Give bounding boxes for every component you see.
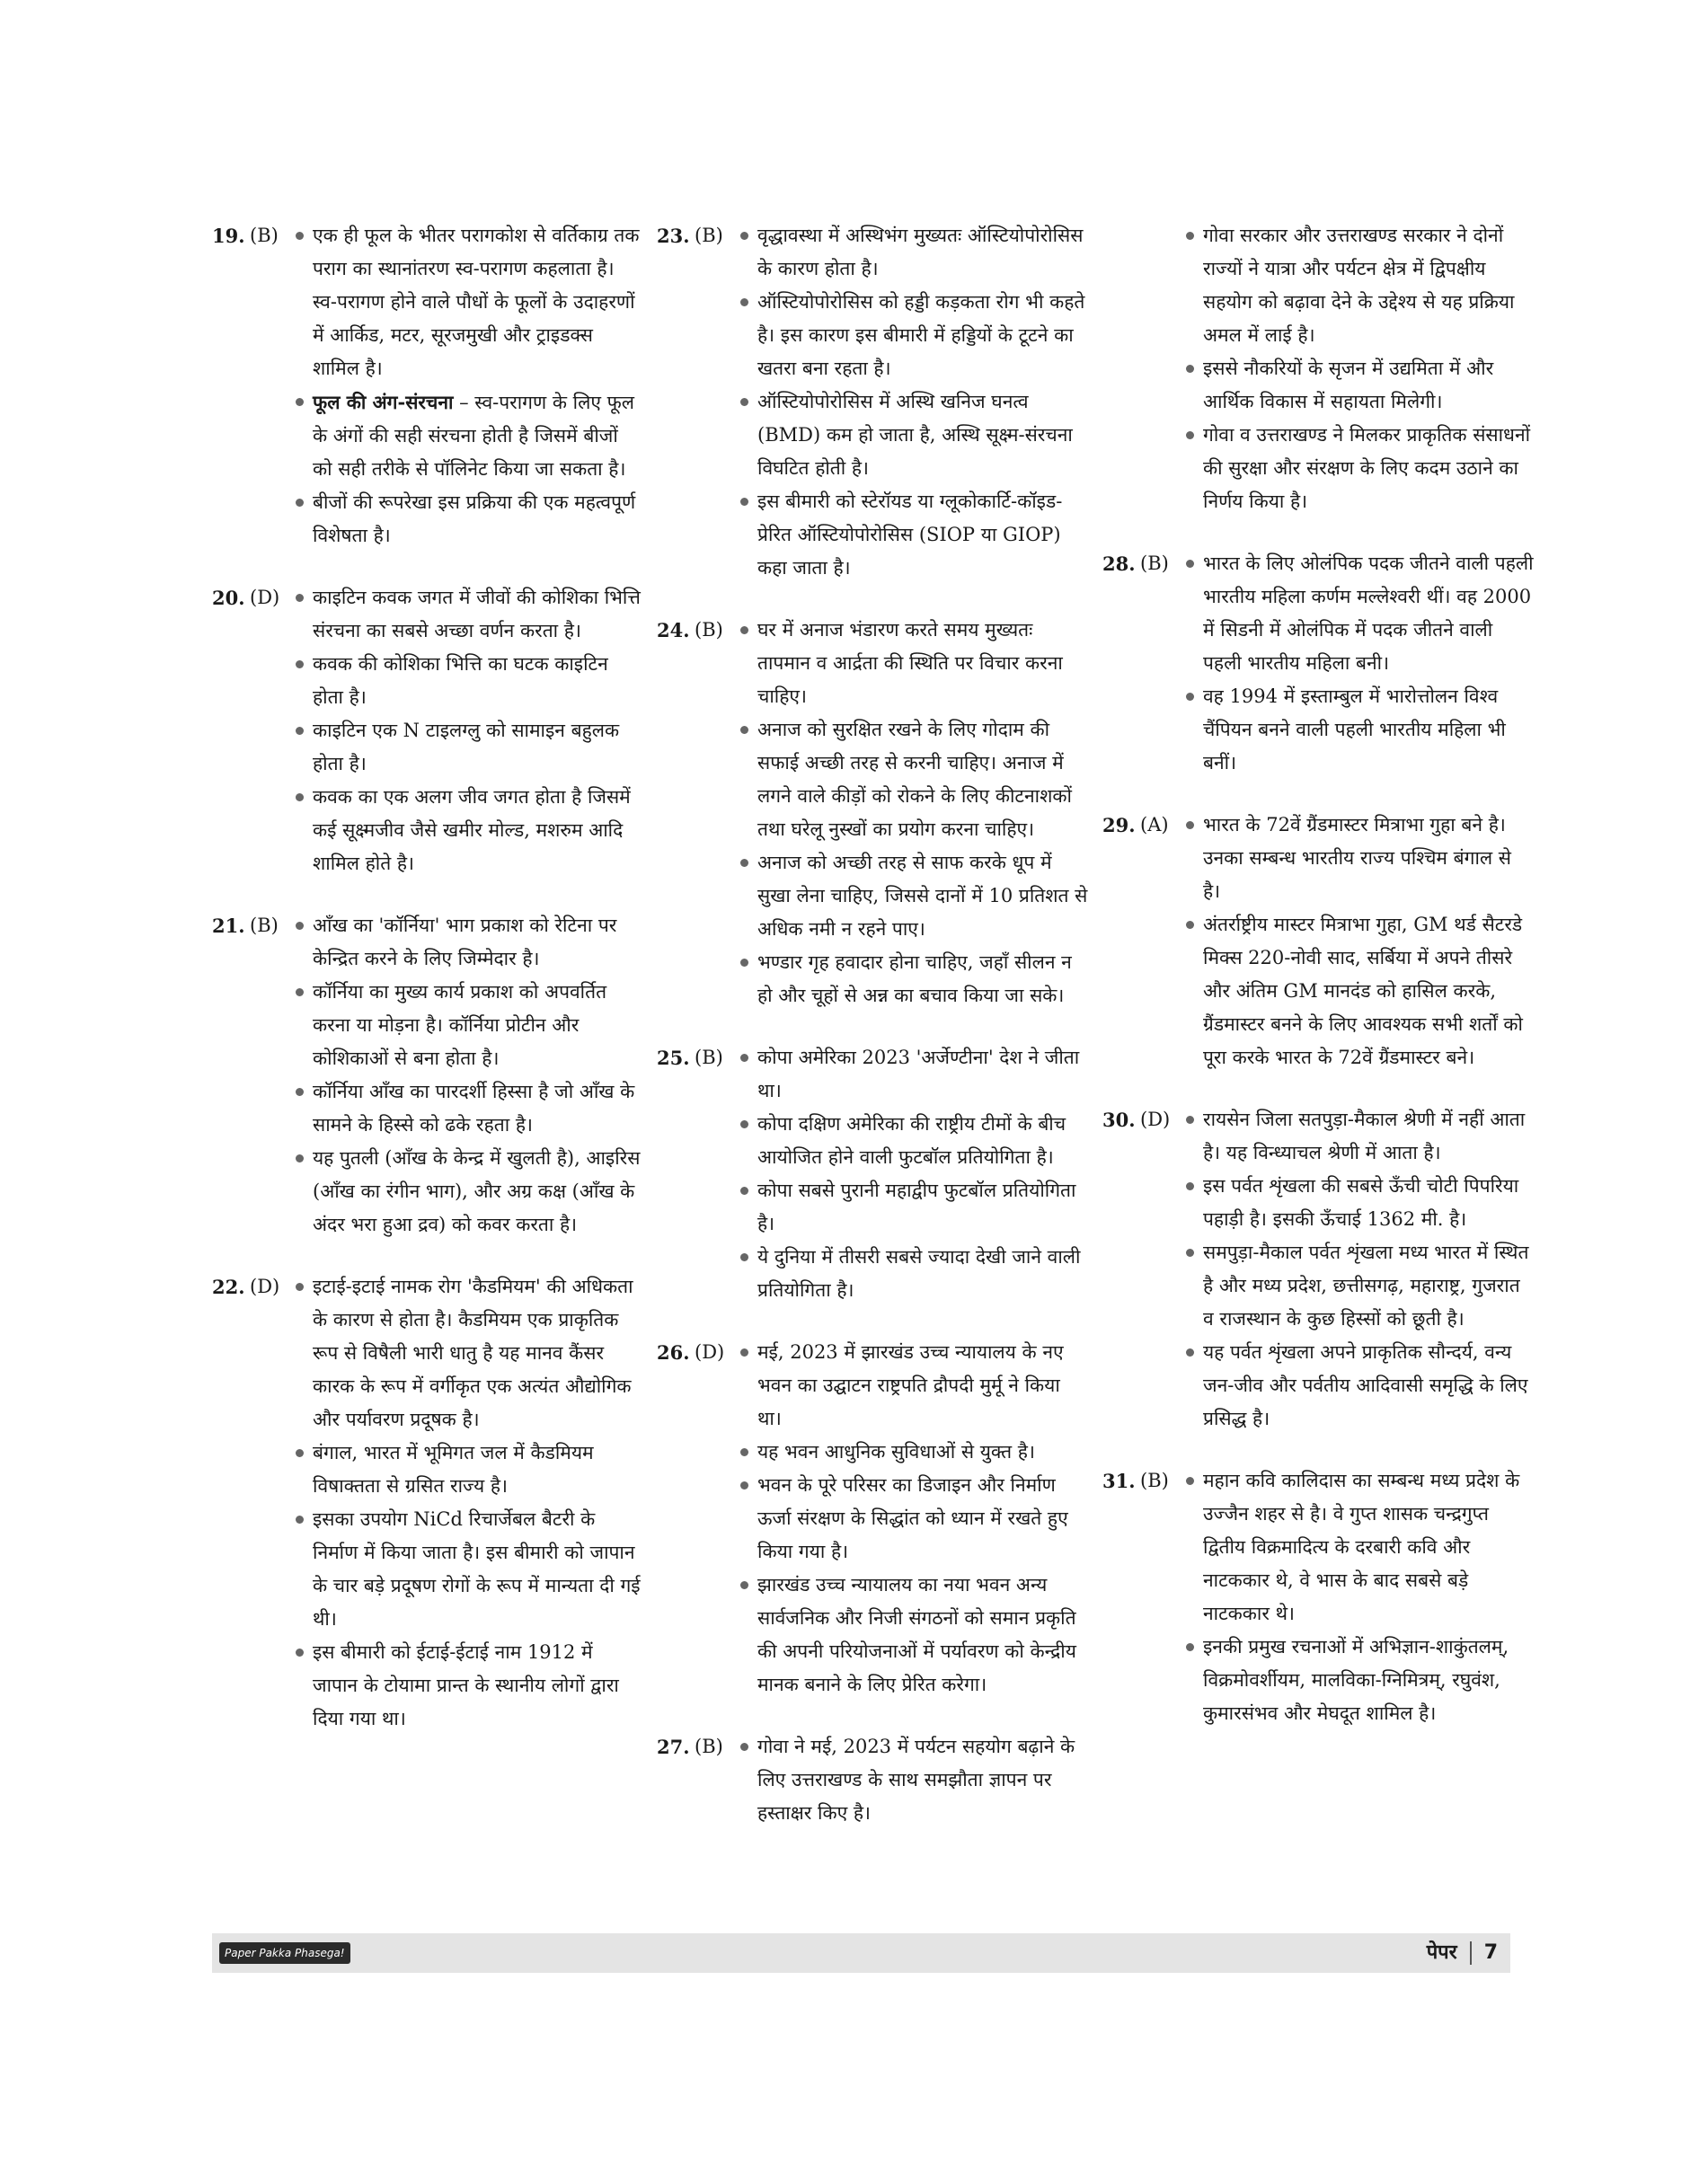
explanation-bullet: [1183, 547, 1534, 680]
answer-option: (B): [1140, 553, 1169, 574]
question-entry: [657, 1336, 1088, 1702]
question-number: 22.: [212, 1276, 245, 1298]
explanation-bullet: [738, 946, 1088, 1012]
answer-option: (B): [695, 1047, 723, 1068]
section-label: पेपर: [1426, 1941, 1457, 1964]
answer-option: (B): [695, 1736, 723, 1757]
explanation-list: [293, 909, 643, 1242]
explanation-bullet: [1183, 352, 1534, 419]
bullet-text: काइटिन एक N टाइलग्लु को सामाइन बहुलक होता है।: [313, 720, 620, 774]
explanation-bullet: [1183, 1236, 1534, 1336]
bullet-text: इस बीमारी को ईटाई-ईटाई नाम 1912 में जापान के टोयामा प्रान्त के स्थानीय लोगों द्वारा दिया गया था।: [313, 1641, 619, 1729]
explanation-bullet: [738, 219, 1088, 286]
explanation-bullet: [293, 385, 643, 486]
bullet-text: यह पर्वत शृंखला अपने प्राकृतिक सौन्दर्य, वन्य जन-जीव और पर्वतीय आदिवासी समृद्धि के लिए प्रसिद्ध है।: [1203, 1341, 1528, 1429]
question-entry: [657, 219, 1088, 585]
explanation-list: [738, 1041, 1088, 1307]
explanation-bullet: [1183, 1464, 1534, 1631]
bullet-text: भारत के लिए ओलंपिक पदक जीतने वाली पहली भारतीय महिला कर्णम मल्लेश्वरी थीं। वह 2000 में सिडनी में ओलंपिक में पदक जीतने वाली पहली भारतीय महिला बनी।: [1203, 553, 1534, 674]
answer-option: (D): [250, 587, 280, 608]
bullet-text: समपुड़ा-मैकाल पर्वत शृंखला मध्य भारत में स्थित है और मध्य प्रदेश, छत्तीसगढ़, महाराष्ट्र, गुजरात व राजस्थान के कुछ हिस्सों को छूती है।: [1203, 1242, 1529, 1330]
question-number: 31.: [1102, 1470, 1136, 1492]
bullet-text: आँख का 'कॉर्निया' भाग प्रकाश को रेटिना पर केन्द्रित करने के लिए जिम्मेदार है।: [313, 915, 617, 969]
explanation-bullet: [738, 713, 1088, 846]
bullet-text: गोवा सरकार और उत्तराखण्ड सरकार ने दोनों राज्यों ने यात्रा और पर्यटन क्षेत्र में द्विपक्षीय सहयोग को बढ़ावा देने के उद्देश्य से यह प्रक्रिया अमल में लाई है।: [1203, 225, 1515, 346]
answer-column-3: [1102, 219, 1534, 1759]
bullet-text: इससे नौकरियों के सृजन में उद्यमिता में और आर्थिक विकास में सहायता मिलेगी।: [1203, 358, 1494, 412]
question-number: 27.: [657, 1736, 690, 1758]
explanation-bullet: [738, 1436, 1088, 1469]
explanation-list: [293, 581, 643, 880]
explanation-list: [1183, 547, 1534, 780]
bullet-text: बीजों की रूपरेखा इस प्रक्रिया की एक महत्वपूर्ण विशेषता है।: [313, 491, 636, 546]
explanation-bullet: [738, 1336, 1088, 1436]
answer-option: (A): [1140, 814, 1169, 835]
page-number: 7: [1483, 1941, 1498, 1964]
bullet-text: इसका उपयोग NiCd रिचार्जेबल बैटरी के निर्माण में किया जाता है। इस बीमारी को जापान के चार बड़े प्रदूषण रोगों के रूप में मान्यता दी गई थी।: [313, 1508, 641, 1630]
answer-option: (B): [1140, 1470, 1169, 1491]
question-entry: [1102, 809, 1534, 1074]
explanation-bullet: [293, 781, 643, 880]
bullet-text: काइटिन कवक जगत में जीवों की कोशिका भित्ति संरचना का सबसे अच्छा वर्णन करता है।: [313, 587, 641, 641]
explanation-bullet: [293, 714, 643, 781]
bullet-text: यह पुतली (आँख के केन्द्र में खुलती है), आइरिस (आँख का रंगीन भाग), और अग्र कक्ष (आँख के अंदर भरा हुआ द्रव) को कवर करता है।: [313, 1147, 641, 1235]
explanation-bullet: [738, 485, 1088, 585]
bullet-text: यह भवन आधुनिक सुविधाओं से युक्त है।: [757, 1441, 1035, 1463]
bullet-text: वृद्धावस्था में अस्थिभंग मुख्यतः ऑस्टियोपोरोसिस के कारण होता है।: [757, 225, 1084, 279]
bullet-text: कवक का एक अलग जीव जगत होता है जिसमें कई सूक्ष्मजीव जैसे खमीर मोल्ड, मशरुम आदि शामिल होते है।: [313, 786, 631, 874]
question-number: 20.: [212, 587, 245, 609]
question-entry: [1102, 1464, 1534, 1730]
answer-column-2: [657, 219, 1088, 1859]
bullet-text: गोवा व उत्तराखण्ड ने मिलकर प्राकृतिक संसाधनों की सुरक्षा और संरक्षण के लिए कदम उठाने का निर्णय किया है।: [1203, 424, 1531, 512]
explanation-bullet: [738, 1730, 1088, 1830]
explanation-bullet: [738, 614, 1088, 713]
explanation-bullet: [1183, 809, 1534, 908]
question-entry: [657, 614, 1088, 1012]
question-entry: [1102, 219, 1534, 518]
bullet-text: कोपा दक्षिण अमेरिका की राष्ट्रीय टीमों के बीच आयोजित होने वाली फुटबॉल प्रतियोगिता है।: [757, 1113, 1066, 1168]
bullet-text: अनाज को अच्छी तरह से साफ करके धूप में सुखा लेना चाहिए, जिससे दानों में 10 प्रतिशत से अधिक नमी न रहने पाए।: [757, 852, 1088, 940]
explanation-bullet: [293, 486, 643, 553]
answer-option: (D): [250, 1276, 280, 1297]
explanation-bullet: [738, 1108, 1088, 1174]
question-number: 24.: [657, 619, 690, 641]
explanation-bullet: [738, 1569, 1088, 1702]
answer-option: (B): [250, 225, 279, 246]
explanation-bullet: [293, 909, 643, 976]
explanation-bullet: [293, 976, 643, 1075]
explanation-list: [1183, 219, 1534, 518]
answer-option: (B): [250, 915, 279, 936]
explanation-bullet: [1183, 908, 1534, 1074]
explanation-bullet: [293, 648, 643, 714]
explanation-list: [738, 219, 1088, 585]
explanation-list: [738, 614, 1088, 1012]
explanation-bullet: [738, 1469, 1088, 1569]
explanation-list: [738, 1730, 1088, 1830]
explanation-bullet: [293, 1075, 643, 1142]
bullet-text: इटाई-इटाई नामक रोग 'कैडमियम' की अधिकता के कारण से होता है। कैडमियम एक प्राकृतिक रूप से विषैली भारी धातु है यह मानव कैंसर कारक के रूप में वर्गीकृत एक अत्यंत औद्योगिक और पर्यावरण प्रदूषक है।: [313, 1276, 633, 1430]
question-number: 30.: [1102, 1109, 1136, 1131]
bullet-text: कोपा अमेरिका 2023 'अर्जेण्टीना' देश ने जीता था।: [757, 1047, 1080, 1101]
explanation-bullet: [1183, 219, 1534, 352]
explanation-bullet: [293, 219, 643, 385]
bullet-text: अनाज को सुरक्षित रखने के लिए गोदाम की सफाई अच्छी तरह से करनी चाहिए। अनाज में लगने वाले कीड़ों को रोकने के लिए कीटनाशकों तथा घरेलू नुस्खों का प्रयोग करना चाहिए।: [757, 719, 1072, 840]
bullet-text: रायसेन जिला सतपुड़ा-मैकाल श्रेणी में नहीं आता है। यह विन्ध्याचल श्रेणी में आता है।: [1203, 1109, 1526, 1163]
explanation-bullet: [293, 581, 643, 648]
explanation-bullet: [1183, 1170, 1534, 1236]
question-entry: [657, 1730, 1088, 1830]
explanation-bullet: [293, 1437, 643, 1503]
explanation-bullet: [738, 385, 1088, 485]
explanation-bullet: [293, 1503, 643, 1636]
explanation-bullet: [1183, 419, 1534, 518]
question-number: 29.: [1102, 814, 1136, 836]
answer-option: [1140, 219, 1183, 518]
answer-option: (D): [1140, 1109, 1171, 1130]
bullet-text: भण्डार गृह हवादार होना चाहिए, जहाँ सीलन न हो और चूहों से अन्न का बचाव किया जा सके।: [757, 951, 1072, 1006]
explanation-list: [738, 1336, 1088, 1702]
answer-option: (B): [695, 619, 723, 641]
explanation-bullet: [738, 1174, 1088, 1241]
bullet-text: – स्व-परागण के लिए फूल के अंगों की सही संरचना होती है जिसमें बीजों को सही तरीके से पॉलिनेट किया जा सकता है।: [313, 392, 635, 480]
explanation-list: [1183, 1103, 1534, 1436]
footer-divider: [1470, 1941, 1472, 1965]
question-entry: [212, 909, 643, 1242]
bullet-text: इस पर्वत शृंखला की सबसे ऊँची चोटी पिपरिया पहाड़ी है। इसकी ऊँचाई 1362 मी. है।: [1203, 1175, 1519, 1230]
bullet-text: झारखंड उच्च न्यायालय का नया भवन अन्य सार्वजनिक और निजी संगठनों को समान प्रकृति की अपनी परियोजनाओं में पर्यावरण को केन्द्रीय मानक बनाने के लिए प्रेरित करेगा।: [757, 1574, 1076, 1695]
question-entry: [1102, 547, 1534, 780]
bullet-text: घर में अनाज भंडारण करते समय मुख्यतः तापमान व आर्द्रता की स्थिति पर विचार करना चाहिए।: [757, 619, 1063, 707]
bullet-text: मई, 2023 में झारखंड उच्च न्यायालय के नए भवन का उद्घाटन राष्ट्रपति द्रौपदी मुर्मू ने किया था।: [757, 1341, 1064, 1429]
explanation-list: [293, 1270, 643, 1736]
explanation-bullet: [1183, 1631, 1534, 1730]
explanation-bullet: [293, 1270, 643, 1437]
answer-column-1: [212, 219, 643, 1764]
bullet-text: वह 1994 में इस्ताम्बुल में भारोत्तोलन विश्व चैंपियन बनने वाली पहली भारतीय महिला भी बनीं।: [1203, 685, 1506, 774]
question-entry: [1102, 1103, 1534, 1436]
bullet-heading: फूल की अंग-संरचना: [313, 391, 454, 413]
bullet-text: कॉर्निया का मुख्य कार्य प्रकाश को अपवर्तित करना या मोड़ना है। कॉर्निया प्रोटीन और कोशिकाओं से बना होता है।: [313, 981, 607, 1069]
publisher-logo: Paper Pakka Phasega!: [219, 1942, 350, 1964]
explanation-bullet: [1183, 1103, 1534, 1170]
explanation-list: [293, 219, 643, 553]
question-entry: [212, 219, 643, 553]
bullet-text: अंतर्राष्ट्रीय मास्टर मित्राभा गुहा, GM थर्ड सैटरडे मिक्स 220-नोवी साद, सर्बिया में अपने तीसरे और अंतिम GM मानदंड को हासिल करके, ग्रैंडमास्टर बनने के लिए आवश्यक सभी शर्तों को पूरा करके भारत के 72वें ग्रैंडमास्टर बने।: [1203, 914, 1523, 1068]
explanation-bullet: [738, 1041, 1088, 1108]
explanation-bullet: [738, 846, 1088, 946]
explanation-bullet: [1183, 680, 1534, 780]
bullet-text: ऑस्टियोपोरोसिस में अस्थि खनिज घनत्व (BMD) कम हो जाता है, अस्थि सूक्ष्म-संरचना विघटित होती है।: [757, 391, 1073, 479]
question-number: 25.: [657, 1047, 690, 1069]
question-number: 23.: [657, 225, 690, 247]
bullet-text: कवक की कोशिका भित्ति का घटक काइटिन होता है।: [313, 653, 608, 708]
bullet-text: बंगाल, भारत में भूमिगत जल में कैडमियम विषाक्तता से ग्रसित राज्य है।: [313, 1442, 594, 1497]
question-number: [1102, 219, 1140, 518]
explanation-bullet: [293, 1636, 643, 1736]
bullet-text: भवन के पूरे परिसर का डिजाइन और निर्माण ऊर्जा संरक्षण के सिद्धांत को ध्यान में रखते हुए किया गया है।: [757, 1474, 1068, 1562]
question-number: 19.: [212, 225, 245, 247]
explanation-bullet: [738, 1241, 1088, 1307]
explanation-list: [1183, 1464, 1534, 1730]
question-number: 21.: [212, 915, 245, 937]
page-footer: [212, 1933, 1510, 1973]
answer-option: (D): [695, 1341, 725, 1363]
question-number: 26.: [657, 1341, 690, 1364]
explanation-bullet: [293, 1142, 643, 1242]
bullet-text: इनकी प्रमुख रचनाओं में अभिज्ञान-शाकुंतलम्, विक्रमोवर्शीयम, मालविका-ग्निमित्रम्, रघुवंश, कुमारसंभव और मेघदूत शामिल है।: [1203, 1636, 1509, 1724]
question-number: 28.: [1102, 553, 1136, 575]
bullet-text: कोपा सबसे पुरानी महाद्वीप फुटबॉल प्रतियोगिता है।: [757, 1180, 1076, 1234]
page-label: [1427, 1933, 1498, 1973]
question-entry: [657, 1041, 1088, 1307]
bullet-text: कॉर्निया आँख का पारदर्शी हिस्सा है जो आँख के सामने के हिस्से को ढके रहता है।: [313, 1081, 635, 1136]
answer-option: (B): [695, 225, 723, 246]
bullet-text: ऑस्टियोपोरोसिस को हड्डी कड़कता रोग भी कहते है। इस कारण इस बीमारी में हड्डियों के टूटने का खतरा बना रहता है।: [757, 291, 1085, 379]
bullet-text: भारत के 72वें ग्रैंडमास्टर मित्राभा गुहा बने है। उनका सम्बन्ध भारतीय राज्य पश्चिम बंगाल से है।: [1203, 814, 1511, 902]
bullet-text: एक ही फूल के भीतर परागकोश से वर्तिकाग्र तक पराग का स्थानांतरण स्व-परागण कहलाता है। स्व-परागण होने वाले पौधों के फूलों के उदाहरणों में आर्किड, मटर, सूरजमुखी और ट्राइडक्स शामिल है।: [313, 225, 640, 379]
explanation-list: [1183, 809, 1534, 1074]
bullet-text: ये दुनिया में तीसरी सबसे ज्यादा देखी जाने वाली प्रतियोगिता है।: [757, 1246, 1081, 1301]
question-entry: [212, 1270, 643, 1736]
explanation-bullet: [1183, 1336, 1534, 1436]
explanation-bullet: [738, 286, 1088, 385]
bullet-text: गोवा ने मई, 2023 में पर्यटन सहयोग बढ़ाने के लिए उत्तराखण्ड के साथ समझौता ज्ञापन पर हस्ताक्षर किए है।: [757, 1736, 1075, 1824]
bullet-text: इस बीमारी को स्टेरॉयड या ग्लूकोकार्टि-कॉइड-प्रेरित ऑस्टियोपोरोसिस (SIOP या GIOP) कहा जाता है।: [757, 491, 1063, 579]
question-entry: [212, 581, 643, 880]
bullet-text: महान कवि कालिदास का सम्बन्ध मध्य प्रदेश के उज्जैन शहर से है। वे गुप्त शासक चन्द्रगुप्त द्वितीय विक्रमादित्य के दरबारी कवि और नाटककार थे, वे भास के बाद सबसे बड़े नाटककार थे।: [1203, 1470, 1520, 1624]
